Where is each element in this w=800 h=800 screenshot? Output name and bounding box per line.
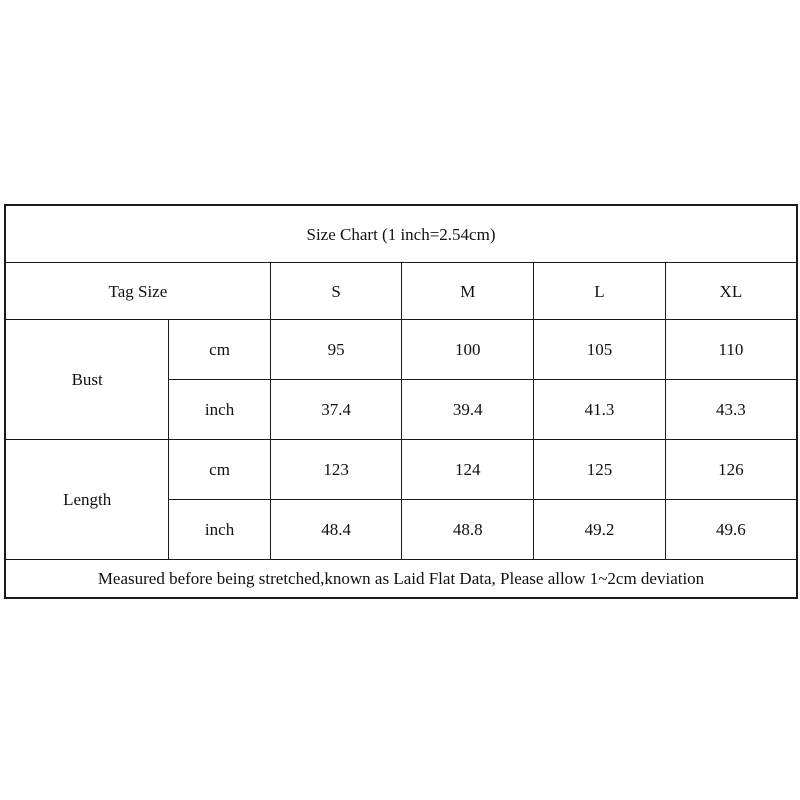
table-cell: 49.2	[534, 500, 666, 560]
table-cell: 125	[534, 440, 666, 500]
size-header-xl: XL	[665, 263, 797, 320]
chart-title: Size Chart (1 inch=2.54cm)	[5, 205, 797, 263]
table-row	[5, 440, 797, 500]
size-header-s: S	[270, 263, 402, 320]
table-cell: 105	[534, 320, 666, 380]
size-header-m: M	[402, 263, 534, 320]
tag-size-label: Tag Size	[5, 263, 270, 320]
table-cell: 123	[270, 440, 402, 500]
measure-label-bust: Bust	[5, 320, 169, 440]
unit-label: inch	[169, 500, 271, 560]
table-cell: 41.3	[534, 380, 666, 440]
table-cell: 100	[402, 320, 534, 380]
table-cell: 37.4	[270, 380, 402, 440]
table-cell: 48.4	[270, 500, 402, 560]
size-header-l: L	[534, 263, 666, 320]
table-cell: 43.3	[665, 380, 797, 440]
table-cell: 48.8	[402, 500, 534, 560]
measure-label-length: Length	[5, 440, 169, 560]
size-chart-table	[4, 204, 798, 599]
table-cell: 124	[402, 440, 534, 500]
footer-note: Measured before being stretched,known as Laid Flat Data, Please allow 1~2cm deviation	[5, 560, 797, 599]
unit-label: inch	[169, 380, 271, 440]
table-cell: 126	[665, 440, 797, 500]
table-cell: 95	[270, 320, 402, 380]
table-cell: 110	[665, 320, 797, 380]
header-row	[5, 263, 797, 320]
table-cell: 49.6	[665, 500, 797, 560]
unit-label: cm	[169, 440, 271, 500]
unit-label: cm	[169, 320, 271, 380]
title-row	[5, 205, 797, 263]
table-row	[5, 320, 797, 380]
table-cell: 39.4	[402, 380, 534, 440]
footer-row	[5, 560, 797, 599]
